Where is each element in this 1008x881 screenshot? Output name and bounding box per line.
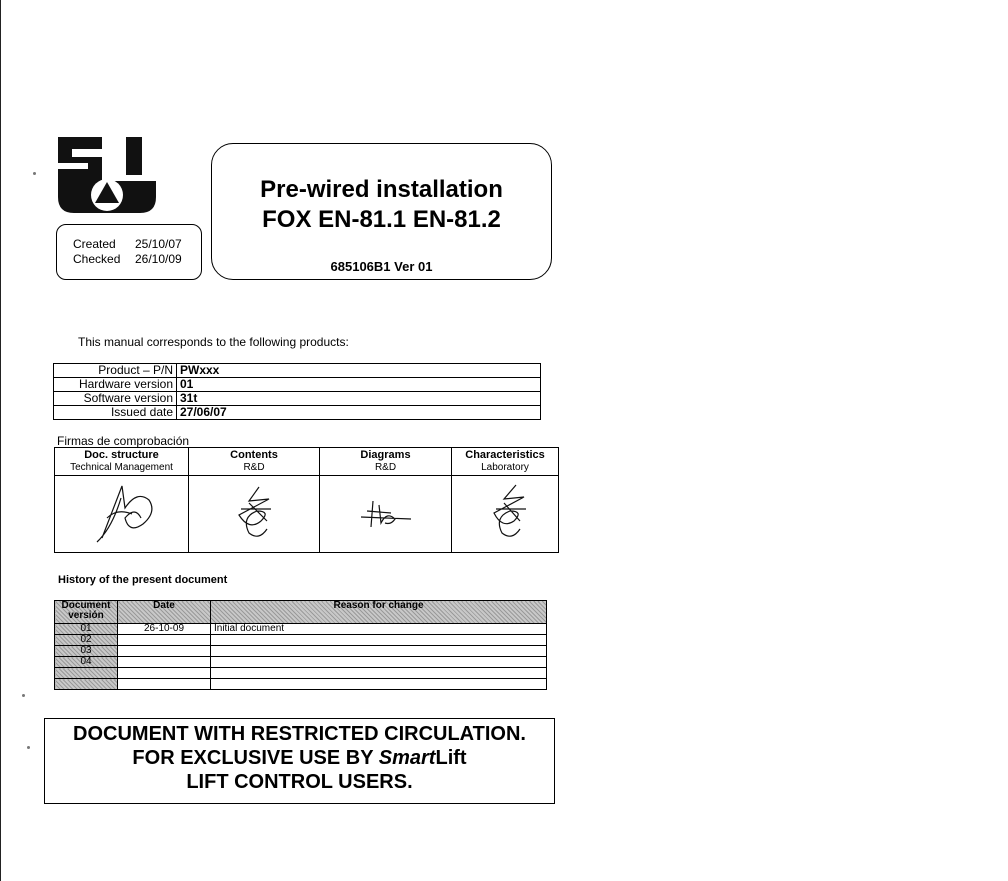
- checked-row: [73, 252, 201, 267]
- signature-cell: [189, 476, 320, 553]
- history-version: 03: [55, 646, 118, 657]
- product-value: 27/06/07: [177, 406, 541, 420]
- history-version: [55, 679, 118, 690]
- history-row: [55, 679, 547, 690]
- title-line-1: Pre-wired installation: [260, 176, 503, 203]
- handwritten-signature-icon: [470, 481, 540, 545]
- products-table: [53, 363, 541, 420]
- history-reason: [211, 646, 547, 657]
- signature-heading: Characteristics: [465, 449, 545, 461]
- checked-label: Checked: [73, 252, 121, 266]
- intro-text: This manual corresponds to the following products:: [78, 335, 349, 349]
- history-date: 26-10-09: [118, 624, 211, 635]
- history-header-version: Document versión: [55, 601, 118, 624]
- signature-cell: [320, 476, 452, 553]
- history-row: [55, 668, 547, 679]
- history-title: History of the present document: [58, 574, 228, 586]
- restricted-line-3: LIFT CONTROL USERS.: [186, 771, 413, 793]
- product-row: [54, 378, 541, 392]
- brand-lift: Lift: [435, 747, 467, 769]
- brand-smart: Smart: [378, 747, 436, 769]
- signature-header: [452, 448, 559, 476]
- handwritten-signature-icon: [77, 478, 167, 548]
- history-date: [118, 679, 211, 690]
- product-label: Hardware version: [54, 378, 177, 392]
- signature-cell: [452, 476, 559, 553]
- signature-heading: Diagrams: [360, 449, 411, 461]
- product-label: Product – P/N: [54, 364, 177, 378]
- title-box: [211, 143, 552, 280]
- restricted-notice: [44, 718, 555, 804]
- history-table: [54, 600, 547, 690]
- product-label: Software version: [54, 392, 177, 406]
- created-label: Created: [73, 237, 116, 251]
- history-date: [118, 657, 211, 668]
- page-left-edge: [0, 0, 1, 881]
- signatures-title: Firmas de comprobación: [57, 434, 190, 448]
- signatures-table: [54, 447, 559, 553]
- dates-box: [56, 224, 202, 280]
- signature-subheading: R&D: [374, 462, 397, 473]
- product-value: 01: [177, 378, 541, 392]
- scan-speck: [22, 694, 25, 697]
- restricted-line-2-prefix: FOR EXCLUSIVE USE BY: [132, 747, 379, 769]
- signature-header: [55, 448, 189, 476]
- history-version: 01: [55, 624, 118, 635]
- history-date: [118, 646, 211, 657]
- history-reason: [211, 657, 547, 668]
- history-header-date: Date: [118, 601, 211, 624]
- signature-subheading: R&D: [243, 462, 265, 473]
- restricted-line-2: [45, 746, 554, 770]
- handwritten-signature-icon: [351, 493, 421, 533]
- signature-heading: Doc. structure: [84, 449, 159, 461]
- history-row: [55, 646, 547, 657]
- history-row: [55, 624, 547, 635]
- signature-subheading: Laboratory: [481, 462, 529, 473]
- restricted-line-1: DOCUMENT WITH RESTRICTED CIRCULATION.: [73, 723, 526, 745]
- history-reason: Initial document: [211, 624, 547, 635]
- history-version: [55, 668, 118, 679]
- history-reason: [211, 679, 547, 690]
- signature-cell: [55, 476, 189, 553]
- scan-speck: [33, 172, 36, 175]
- checked-value: 26/10/09: [135, 252, 182, 266]
- product-label: Issued date: [54, 406, 177, 420]
- history-version: 02: [55, 635, 118, 646]
- sl-logo-icon: [56, 135, 156, 215]
- history-reason: [211, 635, 547, 646]
- signature-header: [320, 448, 452, 476]
- history-header-reason: Reason for change: [211, 601, 547, 624]
- history-date: [118, 635, 211, 646]
- product-row: [54, 406, 541, 420]
- title-line-2: FOX EN-81.1 EN-81.2: [262, 206, 501, 233]
- history-date: [118, 668, 211, 679]
- signature-header: [189, 448, 320, 476]
- created-row: [73, 237, 201, 252]
- signature-heading: Contents: [230, 449, 278, 461]
- product-value: PWxxx: [177, 364, 541, 378]
- history-row: [55, 657, 547, 668]
- signature-subheading: Technical Management: [70, 462, 173, 473]
- product-row: [54, 364, 541, 378]
- handwritten-signature-icon: [219, 481, 289, 545]
- scan-speck: [27, 746, 30, 749]
- history-version: 04: [55, 657, 118, 668]
- product-row: [54, 392, 541, 406]
- document-reference: 685106B1 Ver 01: [330, 259, 433, 274]
- product-value: 31t: [177, 392, 541, 406]
- history-reason: [211, 668, 547, 679]
- history-row: [55, 635, 547, 646]
- created-value: 25/10/07: [135, 237, 182, 251]
